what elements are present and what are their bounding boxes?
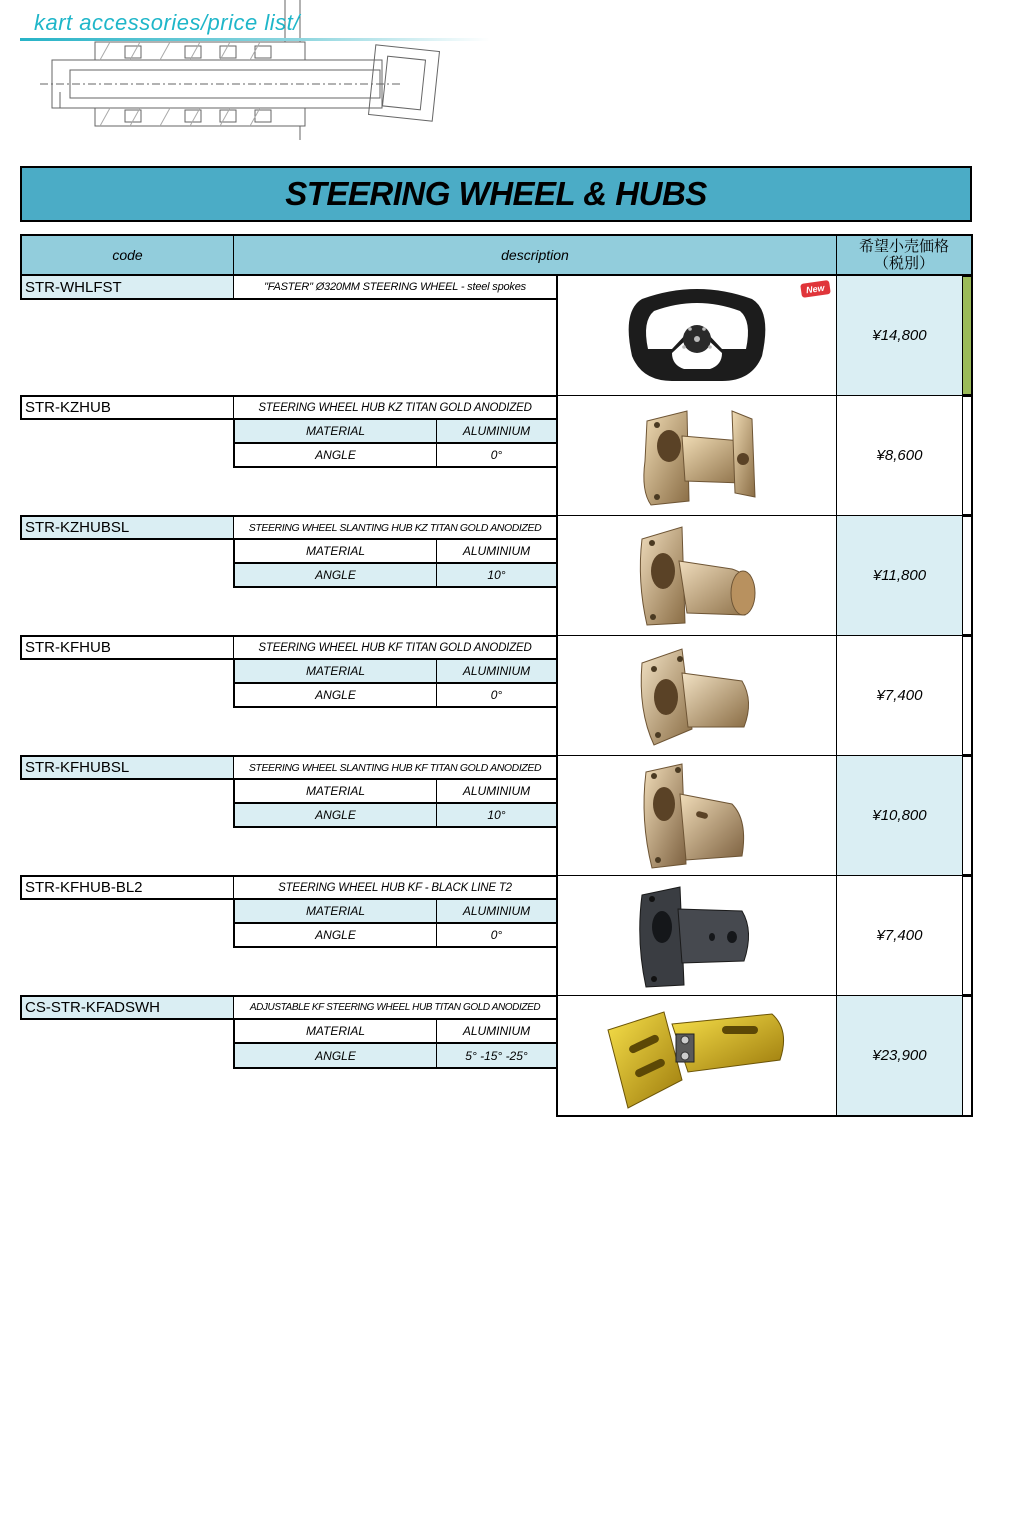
product-description: STEERING WHEEL SLANTING HUB KF TITAN GOLD ANODIZED [233,755,557,780]
kz-hub-icon [627,401,767,511]
section-title-bar [20,166,972,222]
product-price: ¥8,600 [836,395,963,516]
column-header-code: code [20,234,234,276]
product-image-cell [556,995,837,1117]
product-code: CS-STR-KFADSWH [20,995,234,1020]
product-image-cell [556,275,837,396]
kz-slanting-hub-icon [627,521,767,631]
product-price: ¥23,900 [836,995,963,1117]
spec-material-value: ALUMINIUM [436,779,557,804]
header [0,0,520,150]
price-header-line1: 希望小売価格 [858,238,949,255]
spec-material-label: MATERIAL [233,779,437,804]
spec-material-label: MATERIAL [233,899,437,924]
steering-wheel-icon [622,281,772,391]
spec-angle-label: ANGLE [233,803,437,828]
breadcrumb: kart accessories/price list/ [34,10,300,35]
product-description: STEERING WHEEL SLANTING HUB KZ TITAN GOLD ANODIZED [233,515,557,540]
product-code: STR-WHLFST [20,275,234,300]
kf-slanting-hub-icon [632,760,762,872]
spec-angle-label: ANGLE [233,443,437,468]
spec-angle-value: 0° [436,443,557,468]
spec-material-value: ALUMINIUM [436,899,557,924]
product-code: STR-KFHUB [20,635,234,660]
product-price: ¥11,800 [836,515,963,636]
spec-material-label: MATERIAL [233,659,437,684]
row-marker [962,275,973,396]
product-description: "FASTER" Ø320MM STEERING WHEEL - steel spokes [233,275,557,300]
spec-material-label: MATERIAL [233,419,437,444]
product-image-cell [556,635,837,756]
spec-angle-value: 5° -15° -25° [436,1043,557,1069]
spec-material-value: ALUMINIUM [436,419,557,444]
spec-angle-label: ANGLE [233,1043,437,1069]
row-marker [962,395,973,516]
product-price: ¥7,400 [836,635,963,756]
product-code: STR-KZHUB [20,395,234,420]
product-description: STEERING WHEEL HUB KF TITAN GOLD ANODIZED [233,635,557,660]
new-badge: New [801,280,831,298]
spec-angle-label: ANGLE [233,923,437,948]
spec-angle-label: ANGLE [233,683,437,708]
kf-black-hub-icon [632,881,762,991]
product-description: ADJUSTABLE KF STEERING WHEEL HUB TITAN GOLD ANODIZED [233,995,557,1020]
product-image-cell [556,395,837,516]
product-price: ¥10,800 [836,755,963,876]
column-header-description: description [233,234,837,276]
product-description: STEERING WHEEL HUB KF - BLACK LINE T2 [233,875,557,900]
breadcrumb-underline [20,38,490,41]
spec-angle-value: 0° [436,923,557,948]
spec-angle-label: ANGLE [233,563,437,588]
product-image-cell [556,515,837,636]
page-title: STEERING WHEEL & HUBS [285,175,707,212]
row-marker [962,515,973,636]
spec-material-label: MATERIAL [233,1019,437,1044]
product-code: STR-KFHUB-BL2 [20,875,234,900]
product-code: STR-KFHUBSL [20,755,234,780]
column-header-price [836,234,973,276]
adjustable-hub-icon [602,1000,792,1112]
spec-material-value: ALUMINIUM [436,539,557,564]
spec-material-label: MATERIAL [233,539,437,564]
spec-material-value: ALUMINIUM [436,1019,557,1044]
row-marker [962,635,973,756]
product-image-cell [556,875,837,996]
row-marker [962,995,973,1117]
product-image-cell [556,755,837,876]
product-price: ¥14,800 [836,275,963,396]
spec-material-value: ALUMINIUM [436,659,557,684]
product-code: STR-KZHUBSL [20,515,234,540]
row-marker [962,755,973,876]
product-description: STEERING WHEEL HUB KZ TITAN GOLD ANODIZED [233,395,557,420]
row-marker [962,875,973,996]
spec-angle-value: 0° [436,683,557,708]
spec-angle-value: 10° [436,563,557,588]
product-price: ¥7,400 [836,875,963,996]
price-header-line2: （税別） [873,255,934,272]
kf-hub-icon [632,641,762,751]
spec-angle-value: 10° [436,803,557,828]
